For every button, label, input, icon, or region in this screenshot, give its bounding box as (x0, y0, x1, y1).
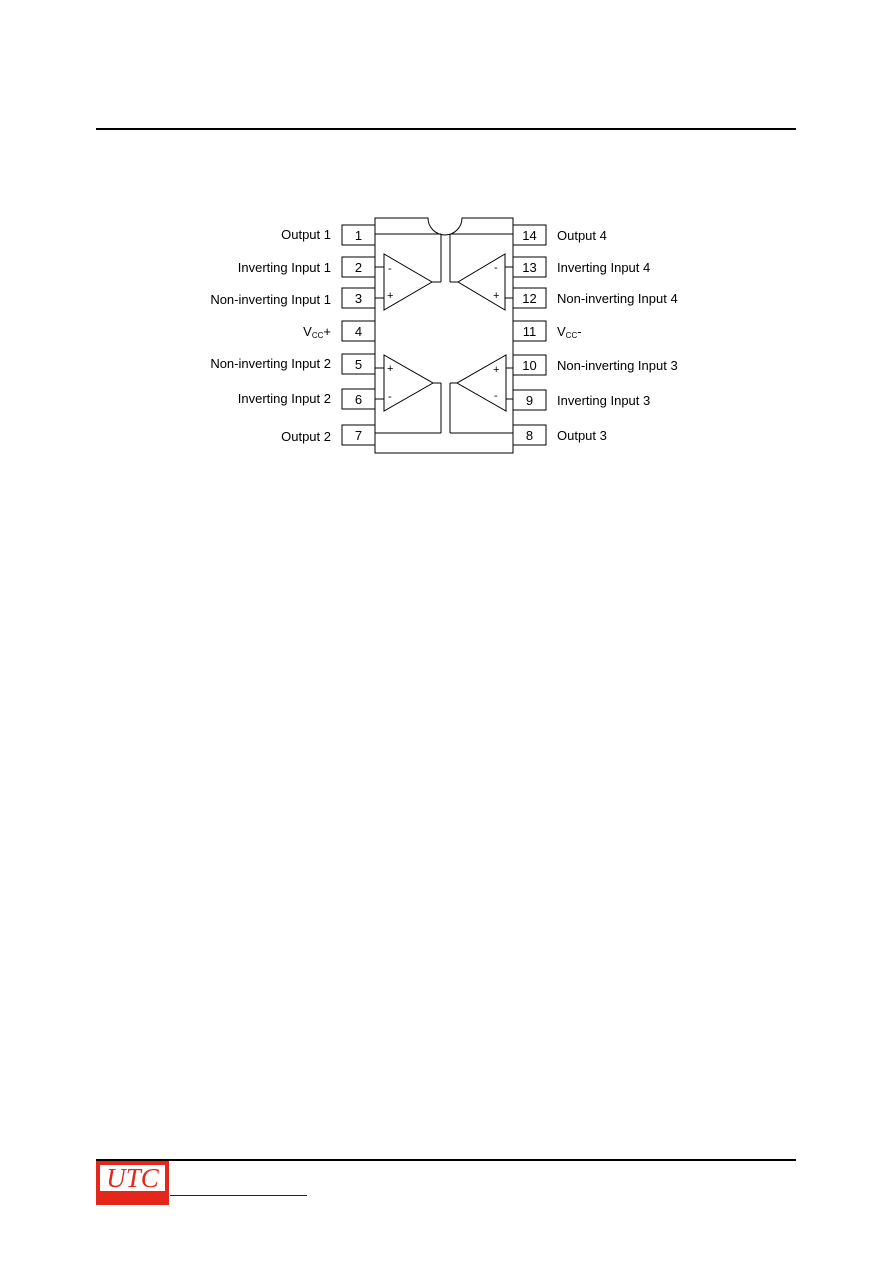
opamp-3-plus: + (493, 364, 500, 376)
opamp-2-plus: + (387, 363, 394, 375)
pin-number-1: 1 (354, 228, 363, 243)
pin-label-6: Inverting Input 2 (237, 391, 331, 406)
pin-label-12: Non-inverting Input 4 (557, 291, 678, 306)
logo-panel (100, 1165, 165, 1191)
utc-logo (96, 1161, 169, 1205)
pin-label-13: Inverting Input 4 (557, 260, 651, 275)
pin-number-6: 6 (354, 392, 363, 407)
opamp-4 (450, 234, 513, 310)
pin-label-1: Output 1 (281, 227, 331, 242)
pin-number-7: 7 (354, 428, 363, 443)
pin-label-4: VCC+ (303, 324, 331, 340)
pin-label-14: Output 4 (557, 228, 607, 243)
ic-body (375, 218, 513, 453)
pin-number-2: 2 (354, 260, 363, 275)
pin-label-3: Non-inverting Input 1 (210, 292, 331, 307)
pin-label-8: Output 3 (557, 428, 607, 443)
pin-number-3: 3 (354, 291, 363, 306)
pin-diagram (0, 0, 892, 470)
pin-number-10: 10 (522, 358, 537, 373)
opamp-1 (375, 234, 441, 310)
pin-label-5: Non-inverting Input 2 (210, 356, 331, 371)
pin-number-12: 12 (522, 291, 537, 306)
pin-label-7: Output 2 (281, 429, 331, 444)
pin-label-9: Inverting Input 3 (557, 393, 651, 408)
opamp-3 (450, 355, 513, 433)
footer-rule (96, 1159, 796, 1161)
pin-number-4: 4 (354, 324, 363, 339)
pin-number-13: 13 (522, 260, 537, 275)
opamp-1-plus: + (387, 290, 394, 302)
pin-number-11: 11 (522, 324, 537, 339)
pin-label-10: Non-inverting Input 3 (557, 358, 678, 373)
opamp-2 (375, 355, 441, 433)
opamp-2-minus: - (388, 391, 392, 403)
pin-label-2: Inverting Input 1 (237, 260, 331, 275)
logo-text: UTC (106, 1163, 159, 1193)
pin-number-9: 9 (525, 393, 534, 408)
opamp-4-minus: - (494, 262, 498, 274)
pin-number-8: 8 (525, 428, 534, 443)
pin-number-14: 14 (522, 228, 537, 243)
footer-link[interactable] (170, 1195, 307, 1196)
opamp-1-minus: - (388, 263, 392, 275)
pin-label-11: VCC- (557, 324, 582, 340)
opamp-3-minus: - (494, 390, 498, 402)
opamp-4-plus: + (493, 290, 500, 302)
pin-number-5: 5 (354, 357, 363, 372)
